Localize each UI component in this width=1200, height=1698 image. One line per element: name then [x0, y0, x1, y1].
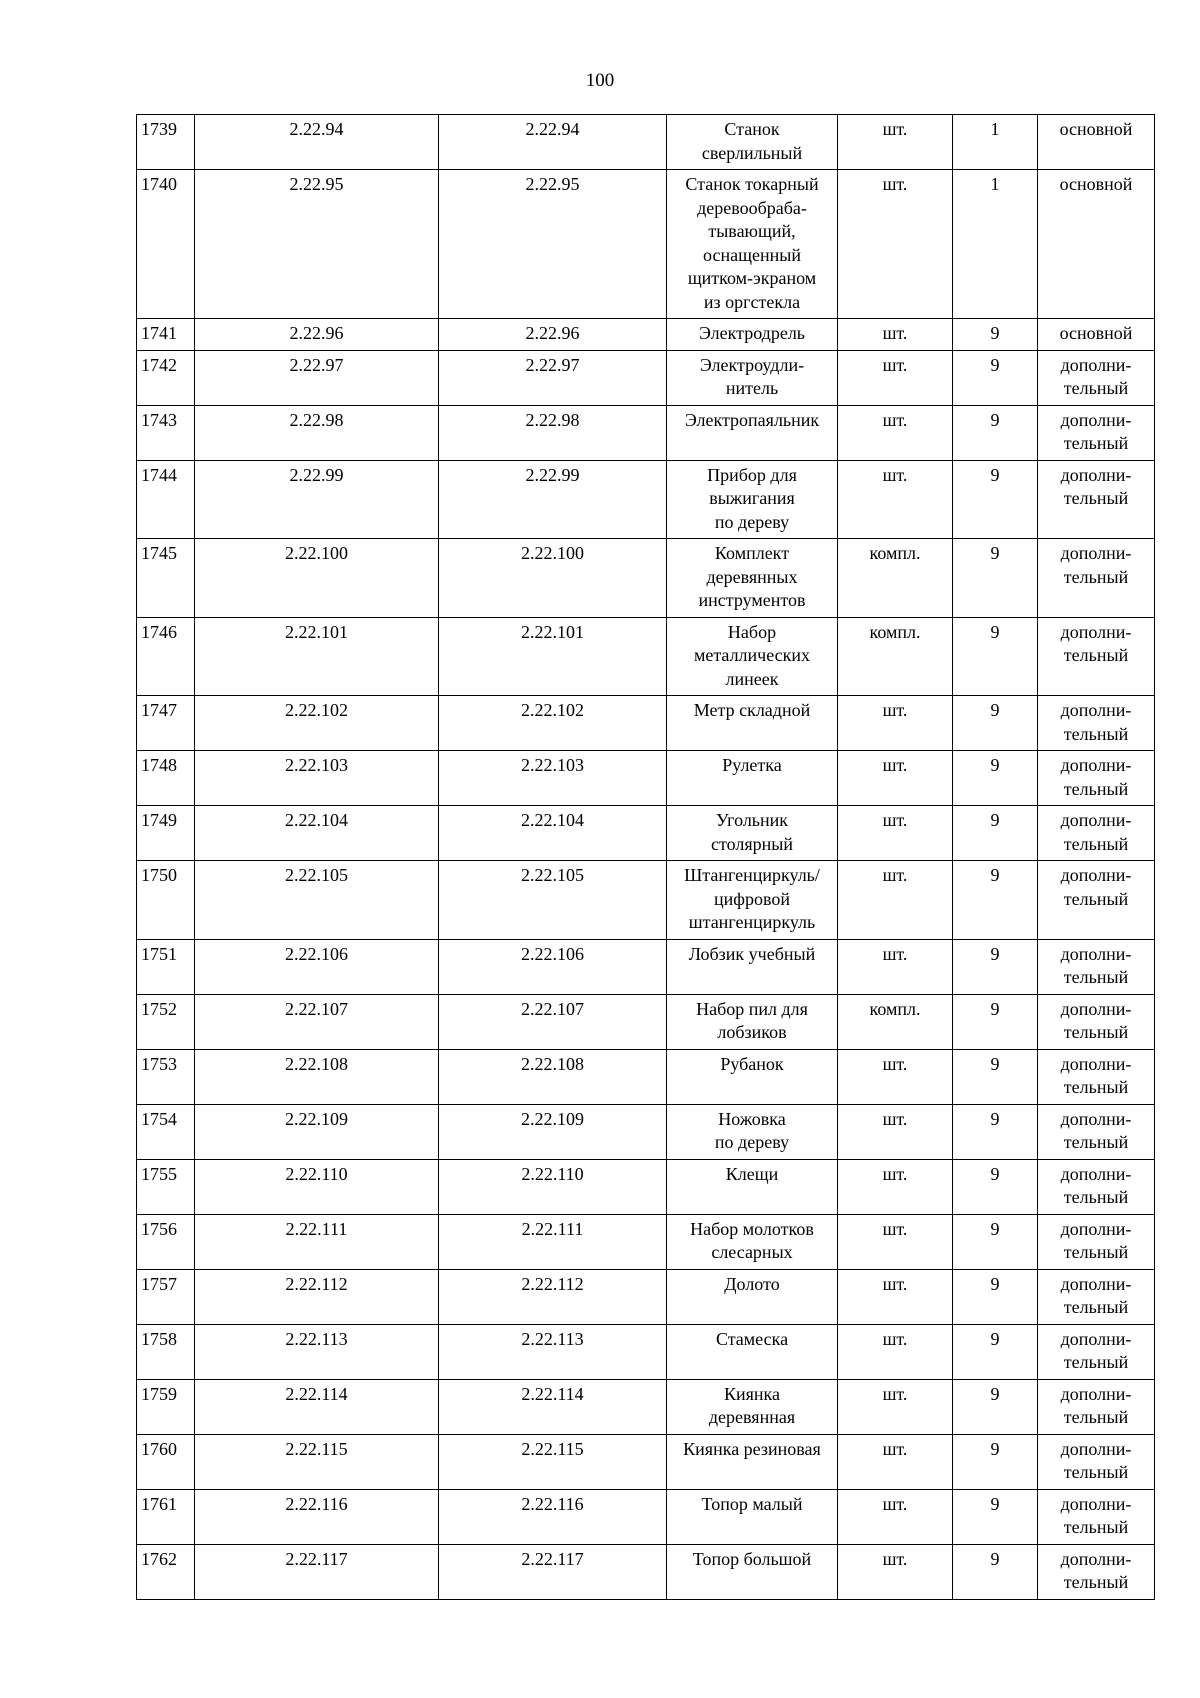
row-unit: шт.	[838, 1269, 953, 1324]
item-name-line: Лобзик учебный	[688, 943, 816, 964]
equipment-type-line: дополни-	[1060, 1493, 1132, 1514]
row-quantity: 9	[953, 405, 1038, 460]
row-quantity: 9	[953, 696, 1038, 751]
row-number: 1758	[137, 1324, 195, 1379]
equipment-type-line: тельный	[1063, 1077, 1129, 1097]
row-quantity: 9	[953, 539, 1038, 618]
row-equipment-type	[1038, 1544, 1155, 1599]
table-row	[137, 170, 1155, 319]
row-item-name	[667, 861, 838, 940]
row-item-name	[667, 1159, 838, 1214]
equipment-type-line: основной	[1059, 119, 1133, 139]
row-unit: компл.	[838, 617, 953, 696]
row-quantity: 9	[953, 994, 1038, 1049]
row-equipment-type	[1038, 405, 1155, 460]
equipment-type-line: дополни-	[1060, 810, 1132, 830]
row-code-duplicate: 2.22.111	[439, 1214, 667, 1269]
item-name-line: Рулетка	[722, 755, 782, 775]
row-code: 2.22.113	[195, 1324, 439, 1379]
row-code-duplicate: 2.22.104	[439, 806, 667, 861]
item-name-line: Топор большой	[692, 1548, 812, 1569]
row-item-name	[667, 1049, 838, 1104]
equipment-type-line: тельный	[1063, 1352, 1129, 1372]
row-item-name	[667, 1104, 838, 1159]
row-equipment-type	[1038, 1434, 1155, 1489]
item-name-line: Электродрель	[698, 323, 806, 343]
item-name-line: столярный	[710, 833, 793, 854]
row-quantity: 9	[953, 1434, 1038, 1489]
table-row	[137, 1379, 1155, 1434]
equipment-type-line: тельный	[1063, 1297, 1129, 1317]
row-code: 2.22.105	[195, 861, 439, 940]
equipment-type-line: дополни-	[1060, 354, 1132, 375]
row-number: 1739	[137, 115, 195, 170]
row-unit: шт.	[838, 319, 953, 351]
equipment-type-line: тельный	[1063, 888, 1129, 909]
row-code: 2.22.98	[195, 405, 439, 460]
row-quantity: 9	[953, 806, 1038, 861]
row-item-name	[667, 696, 838, 751]
row-equipment-type	[1038, 861, 1155, 940]
equipment-type-line: тельный	[1063, 433, 1129, 453]
row-unit: шт.	[838, 1214, 953, 1269]
row-code-duplicate: 2.22.106	[439, 939, 667, 994]
row-equipment-type	[1038, 539, 1155, 618]
row-code-duplicate: 2.22.115	[439, 1434, 667, 1489]
equipment-type-line: основной	[1059, 323, 1133, 343]
row-number: 1743	[137, 405, 195, 460]
row-item-name	[667, 539, 838, 618]
item-name-line: деревянная	[708, 1407, 796, 1427]
row-unit: шт.	[838, 751, 953, 806]
equipment-type-line: дополни-	[1060, 1163, 1132, 1184]
row-code-duplicate: 2.22.117	[439, 1544, 667, 1599]
row-item-name	[667, 319, 838, 351]
item-name-line: Рубанок	[720, 1053, 784, 1074]
item-name-line: нитель	[725, 378, 779, 398]
item-name-line: Набор молотков	[690, 1218, 814, 1239]
item-name-line: Набор	[727, 621, 777, 642]
row-item-name	[667, 350, 838, 405]
row-equipment-type	[1038, 319, 1155, 351]
row-code-duplicate: 2.22.101	[439, 617, 667, 696]
item-name-line: Киянка резиновая	[683, 1438, 821, 1459]
item-name-line: Электроудли-	[699, 354, 805, 375]
equipment-table	[136, 114, 1155, 1600]
equipment-type-line: дополни-	[1060, 1383, 1132, 1404]
row-quantity: 9	[953, 1159, 1038, 1214]
table-row	[137, 1269, 1155, 1324]
row-number: 1741	[137, 319, 195, 351]
row-equipment-type	[1038, 460, 1155, 539]
item-name-line: щитком-экраном	[687, 268, 817, 288]
row-code: 2.22.115	[195, 1434, 439, 1489]
row-equipment-type	[1038, 939, 1155, 994]
table-row	[137, 939, 1155, 994]
row-equipment-type	[1038, 1159, 1155, 1214]
row-quantity: 9	[953, 1104, 1038, 1159]
row-number: 1747	[137, 696, 195, 751]
row-equipment-type	[1038, 1104, 1155, 1159]
row-item-name	[667, 939, 838, 994]
row-item-name	[667, 806, 838, 861]
row-equipment-type	[1038, 1214, 1155, 1269]
row-number: 1757	[137, 1269, 195, 1324]
row-item-name	[667, 1544, 838, 1599]
row-code-duplicate: 2.22.107	[439, 994, 667, 1049]
row-code: 2.22.97	[195, 350, 439, 405]
item-name-line: Набор пил для	[696, 998, 808, 1019]
table-row	[137, 806, 1155, 861]
item-name-line: тывающий,	[708, 221, 796, 241]
row-code-duplicate: 2.22.109	[439, 1104, 667, 1159]
equipment-type-line: тельный	[1063, 833, 1129, 854]
equipment-type-line: дополни-	[1060, 1438, 1132, 1459]
item-name-line: из оргстекла	[703, 291, 801, 312]
row-number: 1761	[137, 1489, 195, 1544]
row-quantity: 9	[953, 1489, 1038, 1544]
row-item-name	[667, 617, 838, 696]
equipment-type-line: основной	[1059, 174, 1133, 194]
table-row	[137, 1434, 1155, 1489]
table-row	[137, 1324, 1155, 1379]
item-name-line: Штангенциркуль/	[684, 865, 820, 885]
row-item-name	[667, 1489, 838, 1544]
item-name-line: выжигания	[709, 488, 795, 508]
equipment-type-line: дополни-	[1060, 1328, 1132, 1349]
equipment-type-line: дополни-	[1060, 1548, 1132, 1569]
equipment-type-line: тельный	[1063, 1132, 1129, 1152]
row-number: 1750	[137, 861, 195, 940]
row-quantity: 9	[953, 1049, 1038, 1104]
equipment-type-line: дополни-	[1060, 700, 1132, 720]
equipment-type-line: тельный	[1063, 378, 1129, 398]
row-unit: компл.	[838, 994, 953, 1049]
equipment-type-line: тельный	[1063, 1407, 1129, 1427]
row-quantity: 9	[953, 460, 1038, 539]
row-quantity: 9	[953, 1379, 1038, 1434]
row-item-name	[667, 1269, 838, 1324]
table-row	[137, 1489, 1155, 1544]
item-name-line: по дереву	[714, 511, 790, 532]
row-number: 1746	[137, 617, 195, 696]
item-name-line: деревообраба-	[697, 197, 807, 218]
equipment-type-line: тельный	[1063, 645, 1129, 665]
item-name-line: Клещи	[725, 1163, 779, 1184]
row-item-name	[667, 994, 838, 1049]
row-unit: шт.	[838, 1379, 953, 1434]
equipment-type-line: дополни-	[1060, 1273, 1132, 1294]
row-code: 2.22.94	[195, 115, 439, 170]
row-unit: шт.	[838, 1104, 953, 1159]
row-unit: шт.	[838, 1049, 953, 1104]
row-equipment-type	[1038, 1049, 1155, 1104]
row-code-duplicate: 2.22.98	[439, 405, 667, 460]
row-quantity: 1	[953, 170, 1038, 319]
equipment-type-line: дополни-	[1060, 409, 1132, 430]
row-code: 2.22.103	[195, 751, 439, 806]
row-code: 2.22.107	[195, 994, 439, 1049]
item-name-line: Долото	[724, 1273, 780, 1294]
equipment-type-line: тельный	[1063, 1517, 1129, 1537]
item-name-line: оснащенный	[703, 244, 801, 265]
row-equipment-type	[1038, 170, 1155, 319]
row-equipment-type	[1038, 1489, 1155, 1544]
row-unit: шт.	[838, 696, 953, 751]
table-row	[137, 460, 1155, 539]
table-row	[137, 539, 1155, 618]
equipment-type-line: тельный	[1063, 488, 1129, 508]
table-row	[137, 617, 1155, 696]
equipment-type-line: тельный	[1063, 1462, 1129, 1482]
equipment-type-line: тельный	[1063, 778, 1129, 799]
row-code: 2.22.101	[195, 617, 439, 696]
table-row	[137, 861, 1155, 940]
row-equipment-type	[1038, 751, 1155, 806]
item-name-line: Угольник	[715, 810, 789, 830]
row-unit: шт.	[838, 939, 953, 994]
row-quantity: 9	[953, 350, 1038, 405]
table-body	[137, 115, 1155, 1600]
row-unit: шт.	[838, 1489, 953, 1544]
equipment-type-line: дополни-	[1060, 998, 1132, 1019]
row-code-duplicate: 2.22.105	[439, 861, 667, 940]
row-code: 2.22.117	[195, 1544, 439, 1599]
row-item-name	[667, 1214, 838, 1269]
item-name-line: линеек	[725, 668, 779, 689]
row-number: 1760	[137, 1434, 195, 1489]
table-row	[137, 1159, 1155, 1214]
row-code: 2.22.108	[195, 1049, 439, 1104]
row-code: 2.22.104	[195, 806, 439, 861]
equipment-type-line: тельный	[1063, 723, 1129, 744]
row-code-duplicate: 2.22.99	[439, 460, 667, 539]
row-item-name	[667, 751, 838, 806]
row-number: 1751	[137, 939, 195, 994]
equipment-type-line: дополни-	[1060, 1218, 1132, 1239]
row-code: 2.22.99	[195, 460, 439, 539]
row-unit: шт.	[838, 115, 953, 170]
row-quantity: 9	[953, 751, 1038, 806]
row-code-duplicate: 2.22.94	[439, 115, 667, 170]
row-code-duplicate: 2.22.114	[439, 1379, 667, 1434]
row-quantity: 9	[953, 1544, 1038, 1599]
table-row	[137, 1049, 1155, 1104]
row-quantity: 9	[953, 1214, 1038, 1269]
item-name-line: слесарных	[711, 1242, 793, 1262]
item-name-line: Ножовка	[718, 1108, 786, 1129]
row-unit: шт.	[838, 350, 953, 405]
table-row	[137, 350, 1155, 405]
equipment-type-line: дополни-	[1060, 1108, 1132, 1129]
row-quantity: 9	[953, 617, 1038, 696]
row-equipment-type	[1038, 1324, 1155, 1379]
table-row	[137, 1214, 1155, 1269]
row-equipment-type	[1038, 350, 1155, 405]
row-code-duplicate: 2.22.116	[439, 1489, 667, 1544]
row-code-duplicate: 2.22.95	[439, 170, 667, 319]
equipment-type-line: дополни-	[1060, 943, 1132, 964]
row-item-name	[667, 115, 838, 170]
row-unit: шт.	[838, 861, 953, 940]
row-code-duplicate: 2.22.110	[439, 1159, 667, 1214]
row-code-duplicate: 2.22.103	[439, 751, 667, 806]
row-item-name	[667, 1379, 838, 1434]
row-equipment-type	[1038, 806, 1155, 861]
item-name-line: Комплект	[714, 543, 790, 563]
row-equipment-type	[1038, 617, 1155, 696]
row-code: 2.22.112	[195, 1269, 439, 1324]
row-equipment-type	[1038, 115, 1155, 170]
row-number: 1742	[137, 350, 195, 405]
equipment-type-line: тельный	[1063, 1187, 1129, 1207]
row-code-duplicate: 2.22.100	[439, 539, 667, 618]
table-row	[137, 751, 1155, 806]
row-equipment-type	[1038, 696, 1155, 751]
item-name-line: Станок токарный	[685, 174, 819, 194]
table-row	[137, 994, 1155, 1049]
item-name-line: металлических	[693, 645, 811, 665]
row-item-name	[667, 1324, 838, 1379]
row-unit: компл.	[838, 539, 953, 618]
item-name-line: Станок	[724, 119, 780, 139]
item-name-line: инструментов	[698, 590, 806, 610]
equipment-type-line: тельный	[1063, 1572, 1129, 1592]
row-code-duplicate: 2.22.96	[439, 319, 667, 351]
equipment-type-line: тельный	[1063, 1242, 1129, 1262]
row-code-duplicate: 2.22.113	[439, 1324, 667, 1379]
row-unit: шт.	[838, 1159, 953, 1214]
table-row	[137, 1104, 1155, 1159]
row-unit: шт.	[838, 806, 953, 861]
item-name-line: по дереву	[714, 1132, 790, 1152]
row-unit: шт.	[838, 460, 953, 539]
table-row	[137, 405, 1155, 460]
item-name-line: Киянка	[723, 1383, 780, 1404]
row-number: 1755	[137, 1159, 195, 1214]
item-name-line: Топор малый	[701, 1493, 803, 1514]
row-code-duplicate: 2.22.108	[439, 1049, 667, 1104]
row-equipment-type	[1038, 994, 1155, 1049]
equipment-type-line: дополни-	[1060, 865, 1132, 885]
row-code: 2.22.102	[195, 696, 439, 751]
table-row	[137, 319, 1155, 351]
equipment-type-line: дополни-	[1060, 755, 1132, 775]
equipment-type-line: дополни-	[1060, 464, 1132, 485]
row-unit: шт.	[838, 1324, 953, 1379]
table-row	[137, 696, 1155, 751]
row-unit: шт.	[838, 1434, 953, 1489]
row-item-name	[667, 1434, 838, 1489]
row-number: 1762	[137, 1544, 195, 1599]
row-number: 1759	[137, 1379, 195, 1434]
row-quantity: 1	[953, 115, 1038, 170]
page-number: 100	[585, 70, 615, 91]
row-equipment-type	[1038, 1269, 1155, 1324]
row-code: 2.22.106	[195, 939, 439, 994]
row-code: 2.22.110	[195, 1159, 439, 1214]
item-name-line: сверлильный	[701, 142, 803, 163]
row-number: 1745	[137, 539, 195, 618]
equipment-type-line: тельный	[1063, 967, 1129, 987]
row-item-name	[667, 170, 838, 319]
row-unit: шт.	[838, 1544, 953, 1599]
equipment-type-line: дополни-	[1060, 1053, 1132, 1074]
equipment-type-line: дополни-	[1060, 621, 1132, 642]
row-number: 1756	[137, 1214, 195, 1269]
item-name-line: Электропаяльник	[684, 409, 820, 430]
row-code: 2.22.95	[195, 170, 439, 319]
row-code: 2.22.111	[195, 1214, 439, 1269]
table-row	[137, 1544, 1155, 1599]
row-quantity: 9	[953, 1324, 1038, 1379]
item-name-line: деревянных	[706, 566, 798, 587]
row-unit: шт.	[838, 170, 953, 319]
row-code: 2.22.114	[195, 1379, 439, 1434]
row-item-name	[667, 405, 838, 460]
row-code: 2.22.100	[195, 539, 439, 618]
row-code-duplicate: 2.22.97	[439, 350, 667, 405]
row-quantity: 9	[953, 861, 1038, 940]
item-name-line: штангенциркуль	[688, 912, 816, 932]
row-code-duplicate: 2.22.102	[439, 696, 667, 751]
equipment-type-line: тельный	[1063, 566, 1129, 587]
row-code: 2.22.109	[195, 1104, 439, 1159]
equipment-type-line: тельный	[1063, 1022, 1129, 1042]
row-number: 1754	[137, 1104, 195, 1159]
row-code: 2.22.116	[195, 1489, 439, 1544]
table-row	[137, 115, 1155, 170]
row-code-duplicate: 2.22.112	[439, 1269, 667, 1324]
row-number: 1749	[137, 806, 195, 861]
row-quantity: 9	[953, 1269, 1038, 1324]
row-equipment-type	[1038, 1379, 1155, 1434]
row-number: 1752	[137, 994, 195, 1049]
row-number: 1740	[137, 170, 195, 319]
equipment-type-line: дополни-	[1060, 543, 1132, 563]
row-unit: шт.	[838, 405, 953, 460]
row-quantity: 9	[953, 939, 1038, 994]
row-quantity: 9	[953, 319, 1038, 351]
row-code: 2.22.96	[195, 319, 439, 351]
item-name-line: Метр складной	[693, 700, 811, 720]
item-name-line: цифровой	[714, 888, 790, 909]
row-item-name	[667, 460, 838, 539]
row-number: 1748	[137, 751, 195, 806]
item-name-line: Прибор для	[707, 464, 797, 485]
row-number: 1753	[137, 1049, 195, 1104]
row-number: 1744	[137, 460, 195, 539]
item-name-line: лобзиков	[717, 1022, 787, 1042]
item-name-line: Стамеска	[715, 1328, 789, 1349]
